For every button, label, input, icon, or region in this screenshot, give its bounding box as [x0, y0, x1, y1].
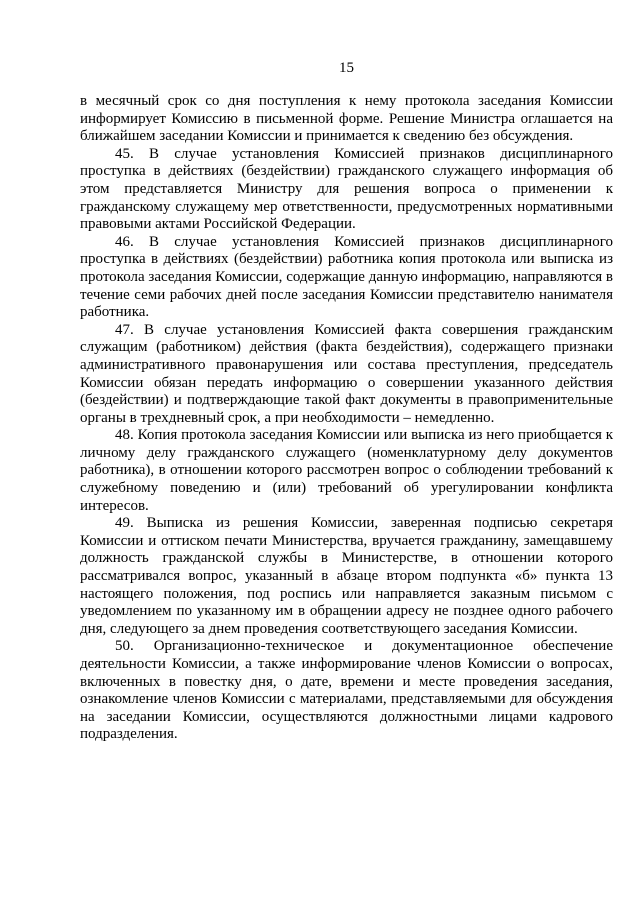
document-body	[80, 93, 613, 744]
paragraph-continuation: в месячный срок со дня поступления к нему протокола заседания Комиссии информирует Комиссию в письменной форме. Решение Министра оглашается на ближайшем заседании Комиссии и принимается к сведению без обсуждения.	[80, 93, 613, 145]
page-number: 15	[339, 60, 354, 76]
paragraph-50: 50. Организационно-техническое и документационное обеспечение деятельности Комиссии, а также информирование членов Комиссии о вопросах, включенных в повестку дня, о дате, времени и месте проведения заседания, ознакомление членов Комиссии с материалами, представляемыми для обсуждения на заседании Комиссии, осуществляются должностными лицами кадрового подразделения.	[80, 638, 613, 743]
paragraph-47: 47. В случае установления Комиссией факта совершения гражданским служащим (работником) действия (факта бездействия), содержащего признаки административного правонарушения или состава преступления, председатель Комиссии обязан передать информацию о совершении указанного действия (бездействии) и подтверждающие такой факт документы в правоприменительные органы в трехдневный срок, а при необходимости – немедленно.	[80, 321, 613, 426]
paragraph-46: 46. В случае установления Комиссией признаков дисциплинарного проступка в действиях (бездействии) работника копия протокола или выписка из протокола заседания Комиссии, содержащие данную информацию, направляются в течение семи рабочих дней после заседания Комиссии представителю нанимателя работника.	[80, 233, 613, 321]
paragraph-48: 48. Копия протокола заседания Комиссии или выписка из него приобщается к личному делу гражданского служащего (номенклатурному делу документов работника), в отношении которого рассмотрен вопрос о соблюдении требований к служебному поведению и (или) требований об урегулировании конфликта интересов.	[80, 427, 613, 514]
paragraph-45: 45. В случае установления Комиссией признаков дисциплинарного проступка в действиях (бездействии) гражданского служащего информация об этом представляется Министру для решения вопроса о применении к гражданскому служащему мер ответственности, предусмотренных нормативными правовыми актами Российской Федерации.	[80, 145, 613, 233]
paragraph-49: 49. Выписка из решения Комиссии, заверенная подписью секретаря Комиссии и оттиском печати Министерства, вручается гражданину, замещавшему должность гражданской службы в Министерстве, в отношении которого рассматривался вопрос, указанный в абзаце втором подпункта «б» пункта 13 настоящего положения, под роспись или направляется заказным письмом с уведомлением по указанному им в обращении адресу не позднее одного рабочего дня, следующего за днем проведения соответствующего заседания Комиссии.	[80, 515, 613, 637]
